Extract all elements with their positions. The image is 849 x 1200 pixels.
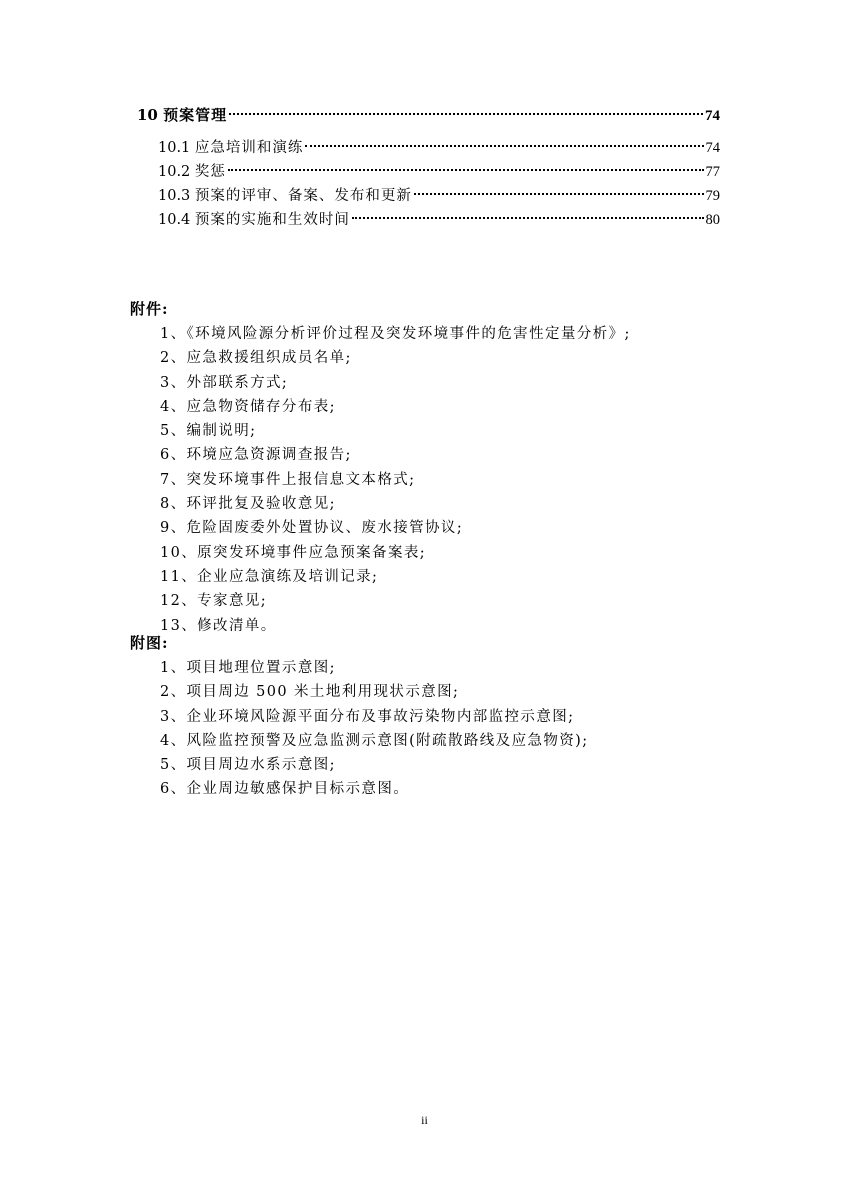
toc-entry-title: 应急培训和演练 xyxy=(194,140,304,156)
toc-dot-leader xyxy=(414,193,704,195)
toc-entry-number: 10.2 xyxy=(158,164,195,180)
attachments-heading: 附件: xyxy=(130,300,169,318)
toc-entry-10-4[interactable] xyxy=(137,208,720,232)
toc-entry-title: 预案的实施和生效时间 xyxy=(194,212,350,228)
toc-entry-number: 10.1 xyxy=(158,140,195,156)
toc-entry-10-3[interactable] xyxy=(137,184,720,208)
toc-entry-title: 预案管理 xyxy=(163,106,228,124)
list-item: 3、企业环境风险源平面分布及事故污染物内部监控示意图; xyxy=(160,708,575,725)
toc-dot-leader xyxy=(229,113,703,115)
list-item: 4、应急物资储存分布表; xyxy=(160,398,336,415)
toc-dot-leader xyxy=(352,217,704,219)
toc-entry-number: 10.4 xyxy=(158,212,195,228)
list-item: 3、外部联系方式; xyxy=(160,374,289,391)
toc-entry-number: 10 xyxy=(137,106,164,124)
attachments-section xyxy=(130,296,730,638)
list-item: 9、危险固废委外处置协议、废水接管协议; xyxy=(160,520,464,537)
toc-entry-title: 预案的评审、备案、发布和更新 xyxy=(194,188,412,204)
table-of-contents xyxy=(137,103,720,232)
toc-dot-leader xyxy=(305,145,703,147)
list-item: 6、环境应急资源调查报告; xyxy=(160,447,352,464)
attachments-list xyxy=(130,322,730,638)
toc-entry-10-2[interactable] xyxy=(137,160,720,184)
list-item: 2、项目周边 500 米土地利用现状示意图; xyxy=(160,684,460,701)
toc-entry-title: 奖惩 xyxy=(194,164,226,180)
toc-entry-page: 80 xyxy=(705,212,720,228)
list-item: 11、企业应急演练及培训记录; xyxy=(160,568,379,585)
toc-entry-page: 74 xyxy=(705,140,720,156)
list-item: 2、应急救援组织成员名单; xyxy=(160,350,352,367)
toc-entry-page: 77 xyxy=(705,164,720,180)
list-item: 6、企业周边敏感保护目标示意图。 xyxy=(160,781,410,798)
list-item: 5、项目周边水系示意图; xyxy=(160,757,336,774)
page-number: ii xyxy=(421,1113,428,1127)
list-item: 4、风险监控预警及应急监测示意图(附疏散路线及应急物资); xyxy=(160,732,589,749)
toc-entry-number: 10.3 xyxy=(158,188,195,204)
list-item: 12、专家意见; xyxy=(160,593,268,610)
toc-entry-10-1[interactable] xyxy=(137,136,720,160)
toc-entry-page: 79 xyxy=(705,188,720,204)
list-item: 5、编制说明; xyxy=(160,423,257,440)
figures-heading: 附图: xyxy=(130,634,169,652)
list-item: 7、突发环境事件上报信息文本格式; xyxy=(160,471,416,488)
list-item: 1、《环境风险源分析评价过程及突发环境事件的危害性定量分析》; xyxy=(160,326,631,342)
list-item: 8、环评批复及验收意见; xyxy=(160,496,336,513)
list-item: 1、项目地理位置示意图; xyxy=(160,660,336,676)
list-item: 10、原突发环境事件应急预案备案表; xyxy=(160,544,427,561)
figures-list xyxy=(130,656,730,802)
toc-entry-10[interactable] xyxy=(137,103,720,127)
toc-entry-page: 74 xyxy=(705,108,720,124)
toc-dot-leader xyxy=(228,169,704,171)
figures-section xyxy=(130,630,730,802)
list-item: 13、修改清单。 xyxy=(160,617,277,634)
